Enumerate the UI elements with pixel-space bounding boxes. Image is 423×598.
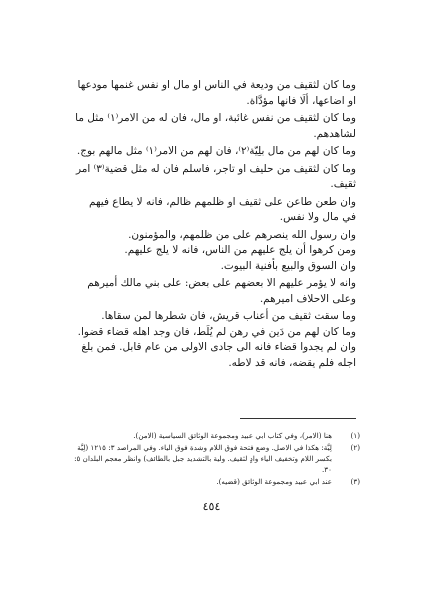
paragraph: وانه لا يؤمر عليهم الا بعضهم على بعض: على بني مالك أميرهم وعلى الاحلاف اميرهم. — [87, 277, 356, 305]
footnote — [74, 476, 360, 487]
paragraph: وما سقت ثقيف من أعناب قريش، فان شطرها لمن سقاها. — [101, 310, 356, 322]
footnote-number: (١) — [350, 431, 360, 440]
page-number: ٤٥٤ — [202, 500, 221, 513]
main-text — [74, 78, 356, 371]
footnote-number: (٢) — [350, 443, 360, 452]
footnote — [74, 442, 360, 475]
paragraph: وما كان لثقيف من نفس غائبة، او مال، فان له من الامر⁽١⁾ مثل ما لشاهدهم. — [75, 112, 356, 140]
paragraph: ومن كرهوا أن يلج عليهم من الناس، فانه لا يلج عليهم. — [124, 244, 356, 256]
footnote-number: (٣) — [350, 477, 360, 486]
footnote-text: هنا (الامر)، وفي كتاب ابي عبيد ومجموعة الوثائق السياسية (الامن). — [133, 431, 332, 440]
paragraph: وان السوق والبيع بأفنية البيوت. — [220, 259, 356, 272]
footnotes — [74, 430, 360, 488]
paragraph: وما كان لثقيف من وديعة في الناس او مال او نفس غنمها مودعها او اضاعها، ألَا فانها مؤدَّاة. — [77, 79, 356, 107]
paragraph: وان رسول الله ينصرهم على من ظلمهم، والمؤمنون. — [128, 228, 356, 241]
footnote-text: لِيَّة: هكذا في الاصل. وضع فتحة فوق اللام وشدة فوق الياء. وفي المراصد ٣: ١٢١٥ (لِيَّة بكسر اللام وتخفيف الياء وادٍ لثقيف. ولية بالتشديد جبل بالطائف) وانظر معجم البلدان ٥: ٣٠. — [74, 443, 332, 474]
footnote-text: عند ابي عبيد ومجموعة الوثائق (قضيه). — [216, 477, 332, 486]
paragraph: وما كان لهم من دَين في رهن لم يُلَط، فان وجد اهله قضاء قضوا. وان لم يجدوا قضاء فانه الى جادى الاولى من عام قابل. فمن بلغ اجله فلم يقضه، فانه قد لاطه. — [77, 325, 356, 369]
paragraph: وما كان لهم من مال بلِيّة⁽٢⁾، فان لهم من الامر⁽١⁾ مثل مالهم بوج. — [76, 145, 356, 157]
footnote-divider — [240, 418, 356, 419]
paragraph: وما كان لثقيف من حليف او تاجر، فاسلم فان له مثل قضية⁽٣⁾ امر ثقيف. — [75, 162, 356, 190]
footnote — [74, 430, 360, 441]
paragraph: وان طعن طاعن على ثقيف او ظلمهم ظالم، فانه لا يطاع فيهم في مال ولا نفس. — [88, 195, 356, 223]
